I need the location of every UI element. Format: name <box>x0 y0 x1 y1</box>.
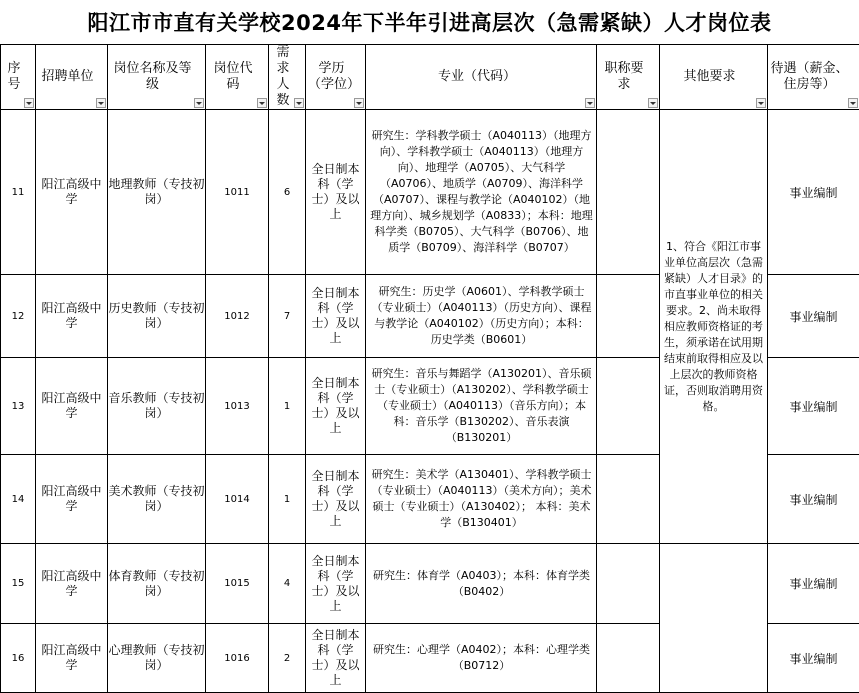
cell-degree[interactable] <box>306 358 366 455</box>
cell-post[interactable]: 历史教师（专技初岗） <box>108 275 206 358</box>
cell-code[interactable]: 1015 <box>206 544 269 624</box>
cell-num[interactable]: 7 <box>269 275 306 358</box>
cell-code[interactable]: 1013 <box>206 358 269 455</box>
cell-num[interactable]: 1 <box>269 358 306 455</box>
header-code: 岗位代码 <box>206 45 269 110</box>
cell-major[interactable]: 研究生：心理学（A0402）；本科：心理学类（B0712） <box>366 624 597 693</box>
filter-dropdown-icon[interactable] <box>648 98 658 108</box>
filter-dropdown-icon[interactable] <box>585 98 595 108</box>
cell-major[interactable]: 研究生：学科教学硕士（A040113）（地理方向）、学科教学硕士（A040113）（地理方向）、地理学（A0705）、大气科学（A0706）、地质学（A0709）、海洋科学（A0707）、课程与教学论（A040102）（地理方向）、城乡规划学（A0833）；本科：地理科学类（B0705）、大气科学（B0706）、地质学（B0709）、海洋科学（B0707） <box>366 110 597 275</box>
cell-post[interactable]: 体育教师（专技初岗） <box>108 544 206 624</box>
cell-treatment[interactable]: 事业编制 <box>768 624 859 693</box>
cell-num[interactable]: 2 <box>269 624 306 693</box>
cell-no[interactable]: 16 <box>1 624 36 693</box>
cell-title-req[interactable] <box>597 455 660 544</box>
cell-title-req[interactable] <box>597 110 660 275</box>
cell-major[interactable]: 研究生：体育学（A0403）；本科：体育学类（B0402） <box>366 544 597 624</box>
cell-unit[interactable]: 阳江高级中学 <box>36 544 108 624</box>
header-row <box>1 45 859 110</box>
cell-treatment[interactable]: 事业编制 <box>768 110 859 275</box>
cell-title-req[interactable] <box>597 275 660 358</box>
filter-dropdown-icon[interactable] <box>848 98 858 108</box>
cell-other-empty[interactable] <box>660 544 768 693</box>
header-degree: 学历（学位） <box>306 45 366 110</box>
cell-unit[interactable]: 阳江高级中学 <box>36 275 108 358</box>
cell-num[interactable]: 4 <box>269 544 306 624</box>
header-treatment: 待遇（薪金、住房等） <box>768 45 859 110</box>
header-num: 需求人数 <box>269 45 306 110</box>
cell-treatment[interactable]: 事业编制 <box>768 544 859 624</box>
filter-dropdown-icon[interactable] <box>194 98 204 108</box>
cell-degree[interactable] <box>306 544 366 624</box>
filter-dropdown-icon[interactable] <box>294 98 304 108</box>
cell-post[interactable]: 音乐教师（专技初岗） <box>108 358 206 455</box>
cell-major[interactable]: 研究生：美术学（A130401）、学科教学硕士（专业硕士）（A040113）（美术方向）；美术硕士（专业硕士）（A130402）； 本科：美术学（B130401） <box>366 455 597 544</box>
cell-no[interactable]: 13 <box>1 358 36 455</box>
cell-treatment[interactable]: 事业编制 <box>768 358 859 455</box>
degree-text: 全日制本科（学士）及以上 <box>310 628 362 688</box>
filter-dropdown-icon[interactable] <box>354 98 364 108</box>
cell-code[interactable]: 1014 <box>206 455 269 544</box>
cell-major[interactable]: 研究生：音乐与舞蹈学（A130201）、音乐硕士（专业硕士）（A130202）、学科教学硕士（专业硕士）（A040113）（音乐方向）；本科：音乐学（B130202）、音乐表演（B130201） <box>366 358 597 455</box>
cell-code[interactable]: 1012 <box>206 275 269 358</box>
header-no: 序号 <box>1 45 36 110</box>
degree-text: 全日制本科（学士）及以上 <box>310 554 362 614</box>
cell-post[interactable]: 心理教师（专技初岗） <box>108 624 206 693</box>
degree-text: 全日制本科（学士）及以上 <box>310 286 362 346</box>
cell-unit[interactable]: 阳江高级中学 <box>36 455 108 544</box>
filter-dropdown-icon[interactable] <box>756 98 766 108</box>
header-title-req: 职称要求 <box>597 45 660 110</box>
cell-no[interactable]: 12 <box>1 275 36 358</box>
cell-unit[interactable]: 阳江高级中学 <box>36 624 108 693</box>
degree-text: 全日制本科（学士）及以上 <box>310 376 362 436</box>
cell-treatment[interactable]: 事业编制 <box>768 275 859 358</box>
header-other: 其他要求 <box>660 45 768 110</box>
cell-no[interactable]: 15 <box>1 544 36 624</box>
filter-dropdown-icon[interactable] <box>24 98 34 108</box>
cell-title-req[interactable] <box>597 624 660 693</box>
table-row <box>1 110 859 275</box>
cell-other-merged[interactable]: 1、符合《阳江市事业单位高层次（急需紧缺）人才目录》的市直事业单位的相关要求。2、尚未取得相应教师资格证的考生，须承诺在试用期结束前取得相应及以上层次的教师资格证，否则取消聘用资格。 <box>660 110 768 544</box>
degree-text: 全日制本科（学士）及以上 <box>310 469 362 529</box>
table-row <box>1 544 859 624</box>
cell-degree[interactable] <box>306 110 366 275</box>
cell-code[interactable]: 1011 <box>206 110 269 275</box>
degree-text: 全日制本科（学士）及以上 <box>310 162 362 222</box>
cell-degree[interactable] <box>306 624 366 693</box>
header-post: 岗位名称及等级 <box>108 45 206 110</box>
cell-degree[interactable] <box>306 455 366 544</box>
filter-dropdown-icon[interactable] <box>96 98 106 108</box>
cell-num[interactable]: 6 <box>269 110 306 275</box>
cell-no[interactable]: 14 <box>1 455 36 544</box>
cell-post[interactable]: 地理教师（专技初岗） <box>108 110 206 275</box>
header-major: 专业（代码） <box>366 45 597 110</box>
header-unit: 招聘单位 <box>36 45 108 110</box>
cell-no[interactable]: 11 <box>1 110 36 275</box>
cell-treatment[interactable]: 事业编制 <box>768 455 859 544</box>
cell-unit[interactable]: 阳江高级中学 <box>36 110 108 275</box>
cell-degree[interactable] <box>306 275 366 358</box>
cell-title-req[interactable] <box>597 544 660 624</box>
cell-unit[interactable]: 阳江高级中学 <box>36 358 108 455</box>
filter-dropdown-icon[interactable] <box>257 98 267 108</box>
cell-code[interactable]: 1016 <box>206 624 269 693</box>
cell-major[interactable]: 研究生：历史学（A0601）、学科教学硕士（专业硕士）（A040113）（历史方向）、课程与教学论（A040102）（历史方向）；本科：历史学类（B0601） <box>366 275 597 358</box>
cell-post[interactable]: 美术教师（专技初岗） <box>108 455 206 544</box>
page-title: 阳江市市直有关学校2024年下半年引进高层次（急需紧缺）人才岗位表 <box>0 0 859 45</box>
cell-num[interactable]: 1 <box>269 455 306 544</box>
positions-table <box>0 44 859 693</box>
cell-title-req[interactable] <box>597 358 660 455</box>
